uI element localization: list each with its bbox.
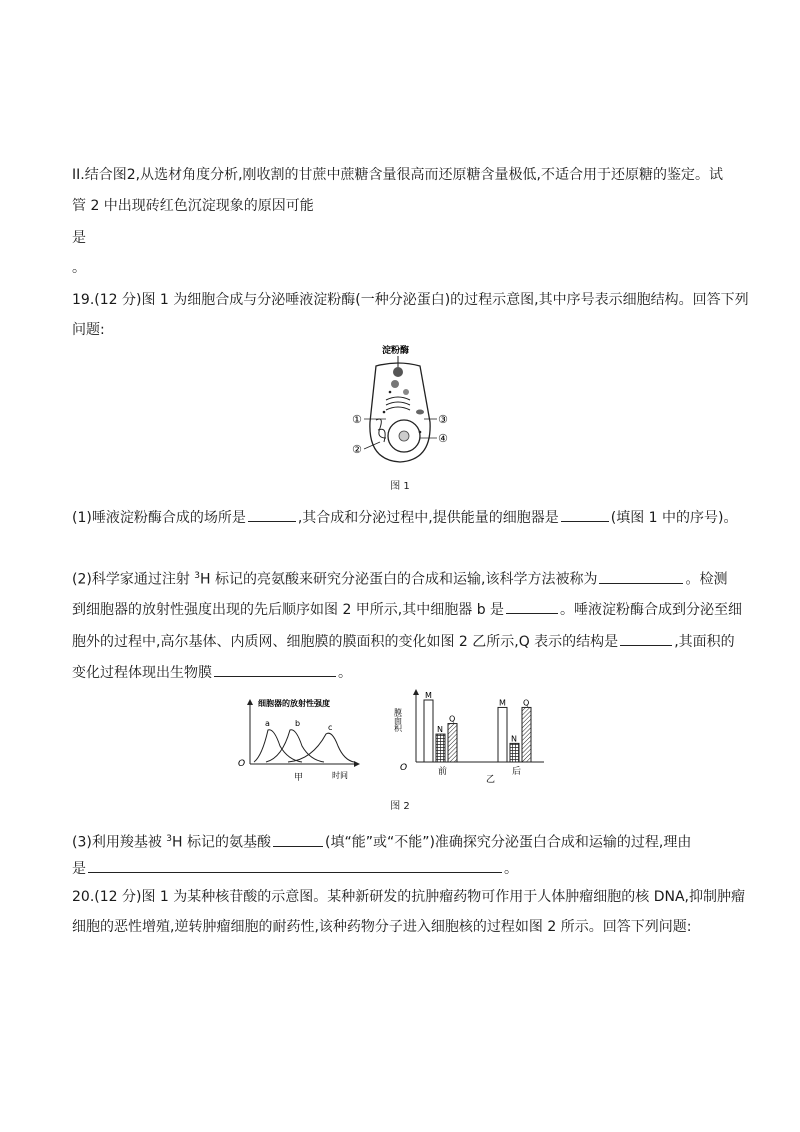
fig1-label-4: ④: [438, 432, 448, 445]
q19-part3-text-d: 是: [72, 861, 86, 877]
answer-blank-membrane-property[interactable]: [214, 661, 336, 677]
q19-part2-text-i: 。: [338, 665, 352, 681]
q20-line1: 20.(12 分)图 1 为某种核苷酸的示意图。某种新研发的抗肿瘤药物可作用于人体肿瘤细胞的核 DNA,抑制肿瘤: [72, 889, 745, 905]
q19-part2-text-h: 变化过程体现出生物膜: [72, 665, 212, 681]
q19-part3-line2: [72, 857, 518, 879]
q19-part2-text-g: ,其面积的: [674, 634, 735, 650]
yi-origin: O: [400, 763, 408, 773]
q18-line2: 管 2 中出现砖红色沉淀现象的原因可能: [72, 198, 314, 214]
yi-ylabel: 膜面积: [394, 708, 403, 732]
answer-blank-synthesis-site[interactable]: [248, 506, 296, 522]
q19-part2-line3: [72, 630, 735, 652]
bar-label-n-before: N: [437, 725, 443, 735]
fig1-top-label: 淀粉酶: [382, 346, 410, 356]
q19-part2-text-d: 到细胞器的放射性强度出现的先后顺序如图 2 甲所示,其中细胞器 b 是: [72, 602, 505, 618]
q19-part3-text-c: (填“能”或“不能”)准确探究分泌蛋白合成和运输的过程,理由: [325, 834, 692, 851]
bar-n-before: [436, 734, 445, 762]
q19-part3-text-b: H 标记的氨基酸: [172, 834, 271, 851]
q19-part2-text-c: 。检测: [685, 571, 728, 588]
answer-blank-reason[interactable]: [88, 857, 502, 873]
q19-part3-line1: [72, 829, 691, 853]
q19-intro-line1: 19.(12 分)图 1 为细胞合成与分泌唾液淀粉酶(一种分泌蛋白)的过程示意图,其中序号表示细胞结构。回答下列: [72, 292, 749, 308]
fig1-label-3: ③: [438, 413, 448, 426]
q19-part1-text-a: (1)唾液淀粉酶合成的场所是: [72, 510, 246, 526]
bar-m-after: [498, 707, 507, 762]
answer-blank-can-or-cannot[interactable]: [273, 831, 323, 847]
q19-part2-text-f: 胞外的过程中,高尔基体、内质网、细胞膜的膜面积的变化如图 2 乙所示,Q 表示的结构是: [72, 634, 619, 650]
curve-a: [254, 730, 302, 762]
q19-part2-line2: [72, 598, 742, 620]
bar-label-q-before: Q: [449, 714, 456, 724]
superscript-3: 3: [166, 834, 173, 844]
figure-1-cell-diagram: [340, 342, 460, 470]
bar-n-after: [510, 743, 519, 762]
jia-origin: O: [238, 759, 246, 769]
q20-line2: 细胞的恶性增殖,逆转肿瘤细胞的耐药性,该种药物分子进入细胞核的过程如图 2 所示。回答下列问题:: [72, 919, 692, 935]
answer-blank-energy-organelle[interactable]: [561, 506, 609, 522]
bar-q-after: [522, 707, 531, 762]
bar-label-n-after: N: [511, 734, 517, 744]
q19-part3-text-e: 。: [504, 861, 518, 877]
bar-label-q-after: Q: [523, 698, 530, 708]
superscript-3: 3: [194, 571, 201, 581]
q19-part2-text-a: (2)科学家通过注射: [72, 571, 195, 588]
q19-part2-text-e: 。唾液淀粉酶合成到分泌至细: [560, 602, 743, 618]
peak-label-c: c: [328, 723, 333, 732]
answer-blank-organelle-b[interactable]: [506, 598, 558, 614]
yi-name: 乙: [486, 775, 496, 785]
q19-part1-text-c: (填图 1 中的序号)。: [610, 510, 738, 526]
figure-2-yi-chart: [394, 686, 554, 786]
yi-group-label-before: 前: [438, 767, 448, 777]
bar-m-before: [424, 700, 433, 762]
fig1-caption: 图 1: [390, 481, 410, 492]
bar-label-m-before: M: [425, 691, 432, 700]
figure-2-jia-chart: [236, 694, 368, 786]
fig1-label-2: ②: [352, 443, 362, 456]
q19-part3-text-a: (3)利用羧基被: [72, 834, 167, 851]
answer-blank-structure-q[interactable]: [620, 630, 672, 646]
bar-q-before: [448, 724, 457, 762]
q19-intro-line2: 问题:: [72, 322, 105, 338]
fig1-label-1: ①: [352, 413, 362, 426]
curve-c: [288, 733, 354, 762]
q19-part2-line1: [72, 566, 727, 590]
q19-part1-text-b: ,其合成和分泌过程中,提供能量的细胞器是: [297, 510, 559, 526]
jia-xlabel: 时间: [332, 771, 348, 780]
q19-part2-text-b: H 标记的亮氨酸来研究分泌蛋白的合成和运输,该科学方法被称为: [200, 571, 598, 588]
jia-ylabel: 细胞器的放射性强度: [258, 699, 330, 708]
jia-name: 甲: [294, 773, 304, 783]
q19-part2-line4: [72, 661, 352, 683]
yi-group-label-after: 后: [512, 767, 522, 777]
q18-line3: 是: [72, 230, 86, 246]
q19-part1: [72, 506, 737, 528]
answer-blank-method[interactable]: [599, 568, 683, 584]
fig2-caption: 图 2: [390, 801, 410, 812]
q18-line1: II.结合图2,从选材角度分析,刚收割的甘蔗中蔗糖含量很高而还原糖含量极低,不适合用于还原糖的鉴定。试: [72, 167, 723, 183]
peak-label-a: a: [265, 719, 270, 728]
q18-line4: 。: [72, 260, 86, 276]
bar-label-m-after: M: [499, 698, 506, 708]
peak-label-b: b: [295, 719, 301, 728]
